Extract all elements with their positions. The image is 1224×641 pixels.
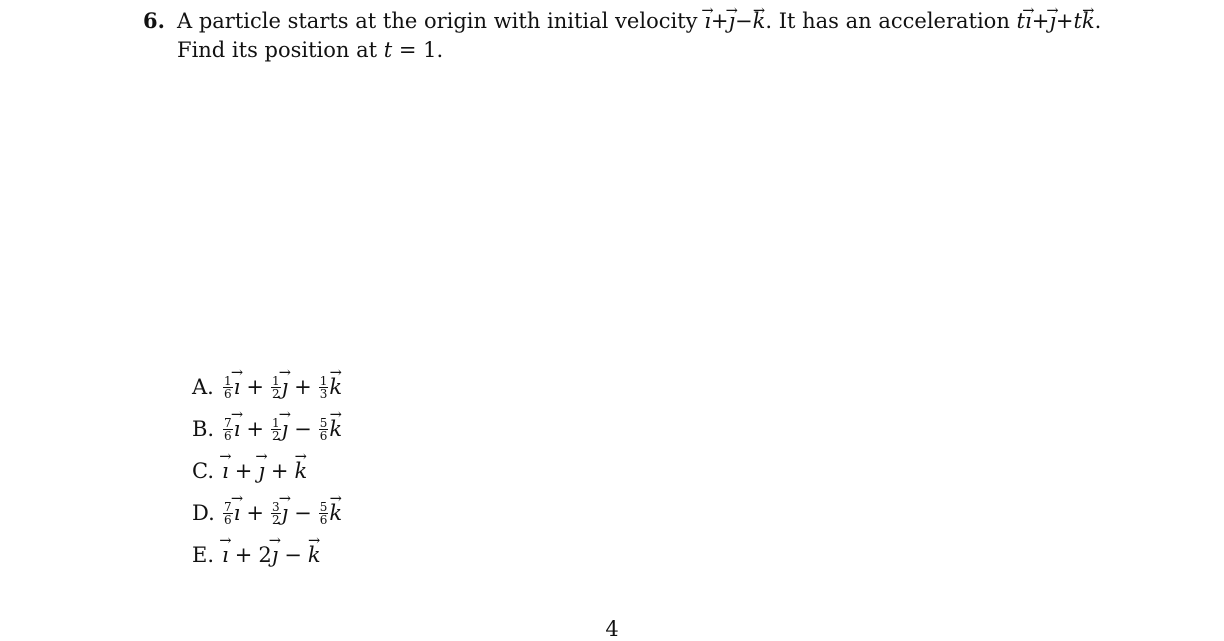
vector-k: → k [329,375,342,399]
coefficient: 2 [258,543,272,567]
question-text-mid: . It has an acceleration [765,9,1010,33]
numerator: 7 [224,499,232,514]
choice-label: B. [192,417,215,441]
vector-i: → ı [222,459,229,483]
numerator: 3 [271,499,280,514]
choice-e[interactable] [192,534,342,576]
denominator: 6 [319,512,328,527]
denominator: 2 [271,512,280,527]
vector-k: → k [308,543,321,567]
denominator: 6 [224,386,232,401]
vector-j: → ȷ [282,501,289,525]
numerator: 1 [319,373,328,388]
fraction [319,417,329,442]
plus-sign: + [710,9,729,33]
minus-sign: − [284,543,302,567]
question-line-1 [143,6,1101,36]
var-t: t [1073,9,1082,33]
page-number: 4 [605,617,619,641]
fraction [319,375,329,400]
numerator: 1 [224,373,232,388]
var-t: t [383,38,393,62]
vector-k: → k [294,459,307,483]
vector-j: → ȷ [258,459,265,483]
numerator: 5 [319,415,328,430]
fraction [319,501,329,526]
numerator: 1 [271,373,280,388]
minus-sign: − [294,501,312,525]
equals-one: = 1. [398,38,444,62]
period: . [1094,9,1102,33]
plus-sign: + [246,501,264,525]
var-t: t [1016,9,1025,33]
choice-d[interactable] [192,492,342,534]
choice-label: D. [192,501,215,525]
denominator: 6 [224,512,232,527]
plus-sign: + [234,459,253,483]
vector-i: → ı [1025,7,1032,36]
question-text: A particle starts at the origin with initial velocity [177,9,698,33]
choice-label: C. [192,459,214,483]
vector-i: → ı [704,7,711,36]
choice-label: E. [192,543,215,567]
plus-sign: + [270,459,289,483]
vector-k: → k [329,501,342,525]
denominator: 2 [271,428,280,443]
choice-label: A. [192,375,214,399]
numerator: 7 [224,415,232,430]
question-block [143,6,1101,65]
minus-sign: − [735,9,753,33]
plus-sign: + [294,375,312,399]
plus-sign: + [1055,9,1074,33]
numerator: 5 [319,499,328,514]
denominator: 2 [271,386,280,401]
plus-sign: + [246,375,264,399]
plus-sign: + [1031,9,1050,33]
choice-a[interactable] [192,366,342,408]
numerator: 1 [271,415,280,430]
vector-i: → ı [234,375,241,399]
vector-j: → ȷ [729,7,736,36]
vector-i: → ı [234,501,241,525]
plus-sign: + [234,543,253,567]
question-line-2 [143,36,1101,65]
denominator: 6 [319,428,328,443]
choice-c[interactable] [192,450,342,492]
minus-sign: − [294,417,312,441]
vector-j: → ȷ [282,375,289,399]
vector-j: → ȷ [1049,7,1056,36]
vector-i: → ı [234,417,241,441]
vector-k: → k [329,417,342,441]
vector-j: → ȷ [282,417,289,441]
vector-i: → ı [222,543,229,567]
denominator: 3 [319,386,328,401]
plus-sign: + [246,417,264,441]
question-text-2: Find its position at [177,38,378,62]
vector-k: → k [753,7,766,36]
vector-k: → k [1082,7,1095,36]
question-number: 6. [143,8,165,33]
choice-b[interactable] [192,408,342,450]
vector-j: → ȷ [272,543,279,567]
denominator: 6 [224,428,232,443]
answer-choices [192,366,342,576]
